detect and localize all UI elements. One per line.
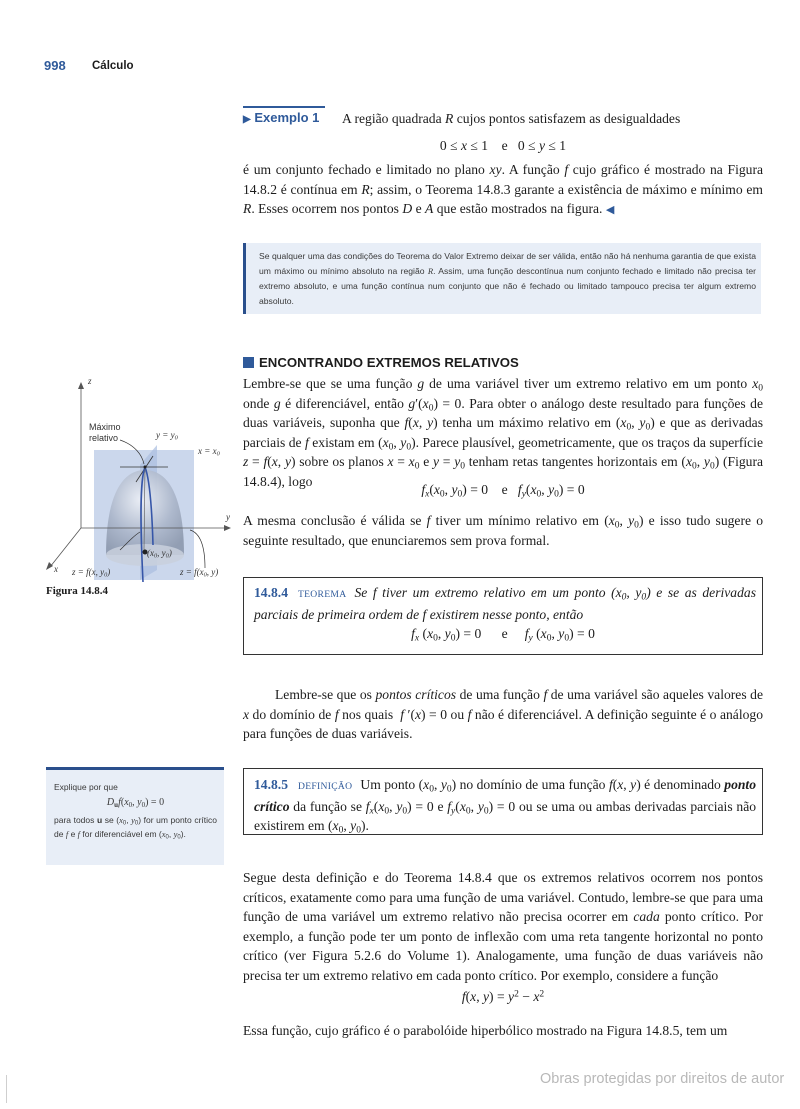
y-axis-label: y [226,512,230,522]
note-bar [243,243,246,314]
section-square-icon [243,357,254,368]
max-label-line-2: relativo [89,433,119,443]
theorem-number: 14.8.4 [254,585,288,600]
closing-last-line: Essa função, cujo gráfico é o parabolóide hiperbólico mostrado na Figura 14.8.5, tem um [243,1023,728,1038]
example-rule [243,106,325,108]
section-equation-1: $f_x(x_0$, $y_0) = 0$ e $f_y(x_0$, $y_0) = 0$ [421,482,585,500]
theorem-equation: $f_x$ ($x_0$, $y_0) = 0$ e $f_y$ ($x_0$, $y_0) = 0$ [411,626,595,644]
theorem-statement: 14.8.4 TEOREMA Se f tiver um extremo relativo em um ponto ($x_0$, $y_0$) e se as derivadas parciais de primeira ordem de f existirem nesse ponto, então [254,585,756,622]
example-inequality: 0 ≤ x ≤ 1 e 0 ≤ y ≤ 1 [439,138,567,153]
scan-edge-mark [6,1075,7,1103]
section-paragraph-2: A mesma conclusão é válida se f tiver um mínimo relativo em ($x_0$, $y_0$) e isso tudo sugere o seguinte resultado, que enunciaremos sem prova formal. [243,513,764,548]
copyright-watermark: Obras protegidas por direitos de autor [540,1071,785,1087]
section-paragraph-1: Lembre-se que se uma função g de uma variável tiver um extremo relativo em um ponto $x_0$ onde g é diferenciável, então $g'(x_0) = 0$. Para obter o análogo deste resultado para funções de duas variáveis, suponha que f(x, y) tenha um máximo relativo em ($x_0$, $y_0$) e que as derivadas parciais de f existam em ($x_0$, $y_0$). Parece plausível, geometricamente, que os traços da superfície z = f(x, y) sobre os planos $x = x_0$ e $y = y_0$ tenham retas tangentes horizontais em ($x_0$, $y_0$) (Figura 14.8.4), logo [243,376,764,489]
max-label-line-1: Máximo [89,422,121,432]
book-title: Cálculo [92,60,134,72]
page-number: 998 [44,58,66,73]
paraboloid-diagram [40,370,240,585]
side-exercise-equation: $D_uf(x_0$, $y_0) = 0$ [106,797,165,809]
figure-caption: Figura 14.8.4 [46,585,109,597]
point-label: ($x_0$, $y_0$) [147,548,172,560]
z-axis-label: z [88,376,92,386]
example-intro: A região quadrada R cujos pontos satisfazem as desigualdades [342,111,681,126]
critical-points-paragraph: Lembre-se que os pontos críticos de uma função f de uma variável são aqueles valores de x do domínio de f nos quais f ′(x) = 0 ou f não é diferenciável. A definição seguinte é o análogo para funções de duas variáveis. [243,687,764,742]
example-label [243,110,319,125]
trace-right-label: $z = f(x_0$, y) [180,567,219,579]
plane-y-label: $y = y_0$ [156,430,178,442]
section-title: ENCONTRANDO EXTREMOS RELATIVOS [259,355,519,370]
plane-x-label: $x = x_0$ [198,446,220,458]
side-exercise-title: Explique por que [54,782,118,792]
note-text: Se qualquer uma das condições do Teorema do Valor Extremo deixar de ser válida, então não há nenhuma garantia de que exista um máximo ou mínimo absoluto na região R. Assim, uma função descontínua num conjunto fechado e limitado não precisa ter extremo absoluto, e uma função contínua num conjunto que não é fechado ou limitado tampouco precisa ter algum extremo absoluto. [259,251,756,306]
example-body: é um conjunto fechado e limitado no plano xy. A função f cujo gráfico é mostrado na Figura 14.8.2 é contínua em R; assim, o Teorema 14.8.3 garante a existência de máximo e mínimo em R. Esses ocorrem nos pontos D e A que estão mostrados na figura. ◀ [243,162,764,217]
definition-number: 14.8.5 [254,777,288,792]
closing-paragraph: Segue desta definição e do Teorema 14.8.4 que os extremos relativos ocorrem nos pontos críticos, exatamente como para uma função de uma variável. Contudo, lembre-se que para uma função de uma variável um extremo relativo não precisa ocorrer em cada ponto crítico. Por exemplo, a função pode ter um ponto de inflexão com uma reta tangente horizontal no ponto crítico (ver Figura 5.2.6 do Volume 1). Analogamente, uma função de duas variáveis não precisa ter um extremo relativo em cada ponto crítico. Por exemplo, considere a função [243,870,763,983]
theorem-kind: TEOREMA [297,589,347,600]
definition-statement: 14.8.5 DEFINIÇÃO Um ponto ($x_0$, $y_0$) no domínio de uma função f(x, y) é denominado ponto crítico da função se $f_x(x_0$, $y_0) = 0$ e $f_y(x_0$, $y_0) = 0$ ou se uma ou ambas derivadas parciais não existirem em ($x_0$, $y_0$). [254,777,757,836]
trace-left-label: z = f(x, $y_0$) [72,567,111,579]
closing-equation: f(x, $y) = y^2 - x^2$ [461,989,545,1004]
figure-14-8-4 [40,370,240,585]
side-exercise-body: para todos u se ($x_0$, $y_0$) for um ponto crítico de f e f for diferenciável em ($x_0$, $y_0$). [54,815,218,841]
example-title: Exemplo 1 [254,110,320,125]
definition-kind: DEFINIÇÃO [297,781,353,792]
x-axis-label: x [54,564,58,574]
side-exercise-text [54,780,217,841]
play-triangle-icon: ▶ [243,114,251,125]
side-exercise-rule [46,767,224,770]
end-of-example-icon: ◀ [605,204,615,217]
